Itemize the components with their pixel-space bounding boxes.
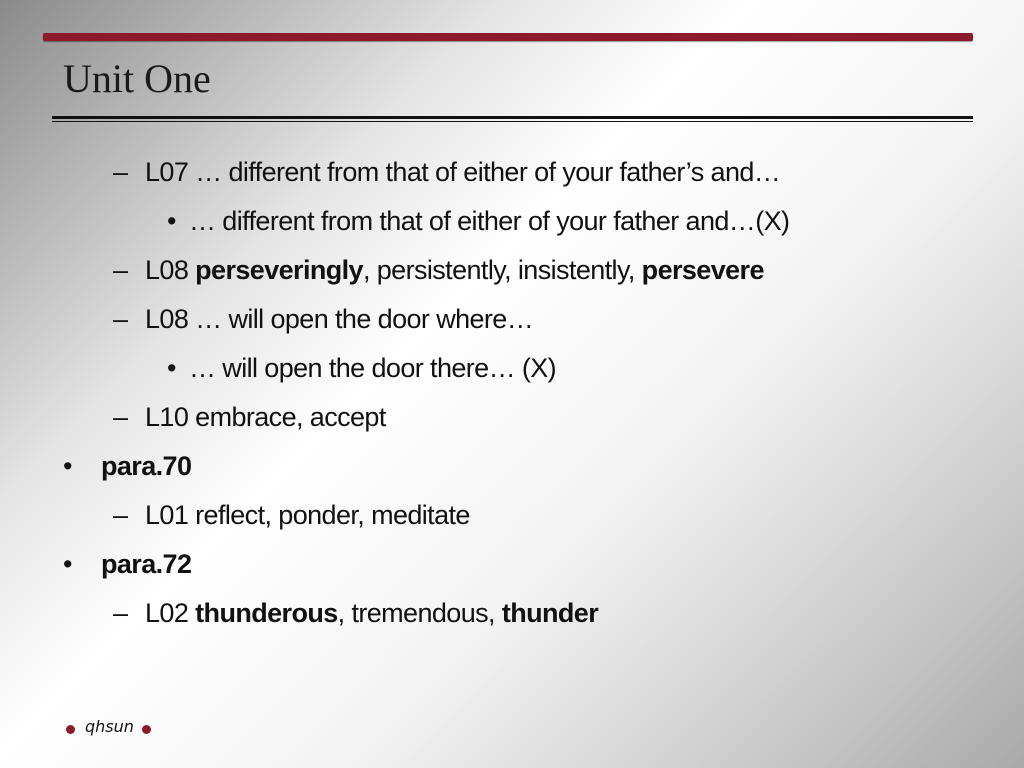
bullet-marker: • [167, 206, 176, 236]
list-item [0, 589, 1024, 638]
vocab-term: perseveringly [195, 255, 363, 285]
slide-footer [66, 714, 151, 738]
list-item [0, 197, 1024, 246]
bullet-marker: • [63, 549, 72, 579]
item-text: L07 … different from that of either of your father’s and… [145, 157, 781, 187]
vocab-term: thunderous [195, 598, 338, 628]
footer-author: qhsun [85, 716, 134, 736]
dash-marker: – [113, 598, 128, 628]
item-text: … will open the door there… (X) [189, 353, 557, 383]
vocab-term: persevere [641, 255, 764, 285]
slide-body-list [0, 148, 1024, 638]
list-item [0, 491, 1024, 540]
title-accent-bar [43, 33, 973, 41]
item-text: L10 embrace, accept [145, 402, 386, 432]
item-text: L02 thunderous, tremendous, thunder [145, 598, 599, 628]
list-item [0, 344, 1024, 393]
list-item [0, 148, 1024, 197]
footer-dot-icon [142, 725, 151, 734]
section-heading: para.72 [101, 549, 192, 579]
bullet-marker: • [63, 451, 72, 481]
dash-marker: – [113, 157, 128, 187]
item-text: L01 reflect, ponder, meditate [145, 500, 470, 530]
bullet-marker: • [167, 353, 176, 383]
item-text: L08 perseveringly, persistently, insistently, persevere [145, 255, 764, 285]
dash-marker: – [113, 402, 128, 432]
list-item [0, 540, 1024, 589]
slide-title: Unit One [63, 56, 211, 101]
list-item [0, 393, 1024, 442]
dash-marker: – [113, 255, 128, 285]
item-text: L08 … will open the door where… [145, 304, 534, 334]
dash-marker: – [113, 304, 128, 334]
list-item [0, 442, 1024, 491]
item-text: … different from that of either of your father and…(X) [189, 206, 790, 236]
footer-dot-icon [66, 725, 75, 734]
title-rule-thin [52, 121, 973, 122]
title-rule-thick [52, 116, 973, 119]
vocab-term: thunder [501, 598, 599, 628]
section-heading: para.70 [101, 451, 192, 481]
dash-marker: – [113, 500, 128, 530]
list-item [0, 295, 1024, 344]
list-item [0, 246, 1024, 295]
